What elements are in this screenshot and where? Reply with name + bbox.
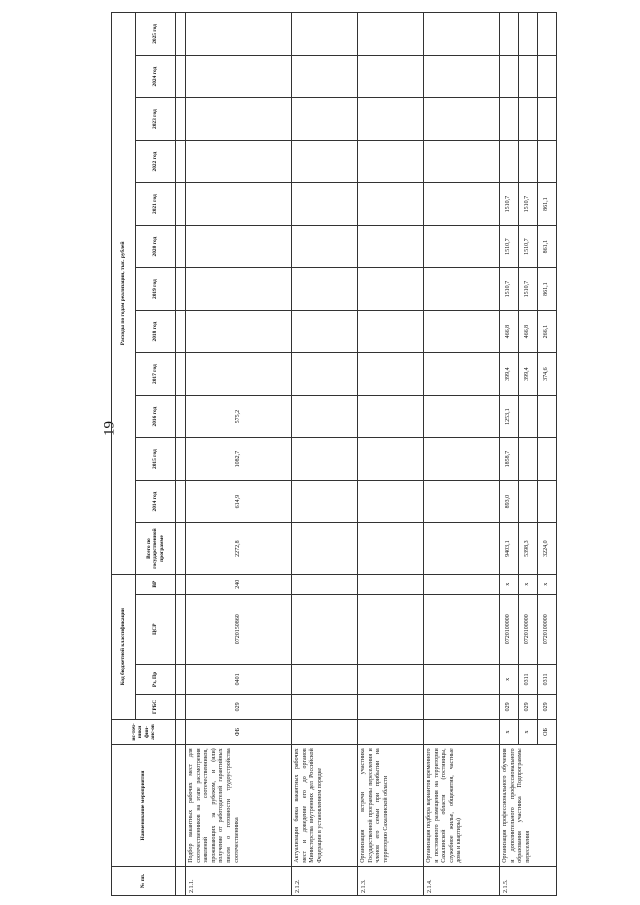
cell-year xyxy=(186,225,292,268)
header-total: Всего по государственной программе xyxy=(136,523,176,574)
cell-grbs: 029 xyxy=(186,695,292,720)
header-year: 2019 год xyxy=(136,268,176,311)
cell-total: 3224,0 xyxy=(538,523,557,574)
cell-csr: 0720100000 xyxy=(500,594,519,664)
cell-year: 1510,7 xyxy=(519,225,538,268)
cell-year xyxy=(538,480,557,523)
row-number: 2.1.5. xyxy=(500,866,557,895)
table-row xyxy=(358,13,424,896)
cell-vr: x xyxy=(538,574,557,594)
header-vr: ВР xyxy=(136,574,176,594)
header-year: 2015 год xyxy=(136,438,176,481)
cell-csr: 0720100000 xyxy=(519,594,538,664)
cell-grbs: 029 xyxy=(519,695,538,720)
cell-year: 861,1 xyxy=(538,225,557,268)
row-number: 2.1.3. xyxy=(358,866,424,895)
cell-year xyxy=(186,310,292,353)
header-year: 2020 год xyxy=(136,225,176,268)
cell-year xyxy=(519,55,538,98)
cell-year: 1253,1 xyxy=(500,395,519,438)
cell-year: 399,4 xyxy=(519,353,538,396)
row-name: Организация встречи участника Государственной программы переселения и членов его семьи при прибытии на территорию Сахалинской области xyxy=(358,745,424,866)
cell-year: 1858,7 xyxy=(500,438,519,481)
cell-rz-pr: 0311 xyxy=(538,664,557,694)
header-name: Наименование мероприятия xyxy=(112,745,176,866)
header-rz-pr: Рз, Пр xyxy=(136,664,176,694)
cell-year: 466,8 xyxy=(519,310,538,353)
cell-year xyxy=(538,13,557,56)
budget-table-page xyxy=(111,12,595,896)
cell-rz-pr: 0401 xyxy=(186,664,292,694)
cell-year: 266,1 xyxy=(538,310,557,353)
cell-year: 1510,7 xyxy=(519,268,538,311)
cell-year xyxy=(500,55,519,98)
row-number: 2.1.1. xyxy=(186,866,292,895)
cell-source: ОБ xyxy=(538,719,557,745)
cell-source: x xyxy=(500,719,519,745)
header-budget-code: Код бюджетной классификации xyxy=(112,574,136,719)
cell-year xyxy=(186,268,292,311)
cell-year xyxy=(186,140,292,183)
cell-year: 614,9 xyxy=(186,480,292,523)
cell-year xyxy=(500,13,519,56)
cell-year: 893,0 xyxy=(500,480,519,523)
cell-year: 1510,7 xyxy=(500,183,519,226)
cell-year: 1510,7 xyxy=(519,183,538,226)
cell-vr: x xyxy=(519,574,538,594)
table-row xyxy=(500,13,519,896)
header-year: 2016 год xyxy=(136,395,176,438)
cell-year: 1510,7 xyxy=(500,225,519,268)
cell-year: 1510,7 xyxy=(500,268,519,311)
header-year: 2021 год xyxy=(136,183,176,226)
cell-year xyxy=(500,98,519,141)
table-row xyxy=(186,13,292,896)
cell-year xyxy=(519,140,538,183)
cell-year xyxy=(186,98,292,141)
cell-year: 1082,7 xyxy=(186,438,292,481)
cell-year xyxy=(186,55,292,98)
cell-year xyxy=(538,140,557,183)
cell-year: 575,2 xyxy=(186,395,292,438)
cell-year xyxy=(519,98,538,141)
header-csr: ЦСР xyxy=(136,594,176,664)
header-source: ис-точ-ники фин-анс-ов xyxy=(112,719,176,745)
header-year: 2025 год xyxy=(136,13,176,56)
header-expenses: Расходы по годам реализации, тыс. рублей xyxy=(112,13,136,575)
header-grbs: ГРБС xyxy=(136,695,176,720)
row-number: 2.1.4. xyxy=(424,866,500,895)
row-name: Подбор вакантных рабочих мест для соотечественников на этапе рассмотрения заявлений соотечественников, проживающих за рубежом, и (или) получение от работодателей гарантийных писем о готовности трудоустройства соотечественника xyxy=(186,745,292,866)
cell-year xyxy=(186,353,292,396)
cell-grbs: 029 xyxy=(500,695,519,720)
cell-year: 466,8 xyxy=(500,310,519,353)
header-year: 2014 год xyxy=(136,480,176,523)
header-year: 2024 год xyxy=(136,55,176,98)
cell-source: ФБ xyxy=(186,719,292,745)
cell-year xyxy=(538,395,557,438)
cell-grbs: 029 xyxy=(538,695,557,720)
cell-year xyxy=(538,55,557,98)
cell-csr: 0720100000 xyxy=(538,594,557,664)
cell-year xyxy=(519,480,538,523)
cell-year: 861,1 xyxy=(538,183,557,226)
row-name: Организация профессионального обучения и дополнительного профессионального образования участника Подпрограммы переселения xyxy=(500,745,557,866)
cell-total: 2272,8 xyxy=(186,523,292,574)
cell-year xyxy=(538,438,557,481)
cell-rz-pr: x xyxy=(500,664,519,694)
row-name: Организация подбора вариантов временного и постоянного размещения на территории Сахалинской области (гостиницы, служебное жилье, общежития, частные дома и квартиры) xyxy=(424,745,500,866)
cell-year xyxy=(519,395,538,438)
header-year: 2022 год xyxy=(136,140,176,183)
cell-year xyxy=(186,13,292,56)
cell-total: 5398,3 xyxy=(519,523,538,574)
cell-year: 374,6 xyxy=(538,353,557,396)
header-year: 2017 год xyxy=(136,353,176,396)
cell-vr: 240 xyxy=(186,574,292,594)
budget-table xyxy=(111,12,557,896)
row-number: 2.1.2. xyxy=(292,866,358,895)
cell-rz-pr: 0311 xyxy=(519,664,538,694)
cell-year xyxy=(519,438,538,481)
cell-year xyxy=(538,98,557,141)
cell-year: 399,4 xyxy=(500,353,519,396)
cell-csr: 0720150860 xyxy=(186,594,292,664)
cell-source: x xyxy=(519,719,538,745)
header-year: 2023 год xyxy=(136,98,176,141)
cell-vr: x xyxy=(500,574,519,594)
page-number: 19 xyxy=(101,421,118,436)
table-row xyxy=(292,13,358,896)
row-name: Актуализация банка вакантных рабочих мест и доведение его до органов Министерства внутренних дел Российской Федерации в установленном порядке xyxy=(292,745,358,866)
cell-year xyxy=(500,140,519,183)
cell-year: 861,1 xyxy=(538,268,557,311)
header-no: № пп. xyxy=(112,866,176,895)
cell-year xyxy=(519,13,538,56)
cell-total: 9403,1 xyxy=(500,523,519,574)
table-row xyxy=(424,13,500,896)
cell-year xyxy=(186,183,292,226)
header-year: 2018 год xyxy=(136,310,176,353)
